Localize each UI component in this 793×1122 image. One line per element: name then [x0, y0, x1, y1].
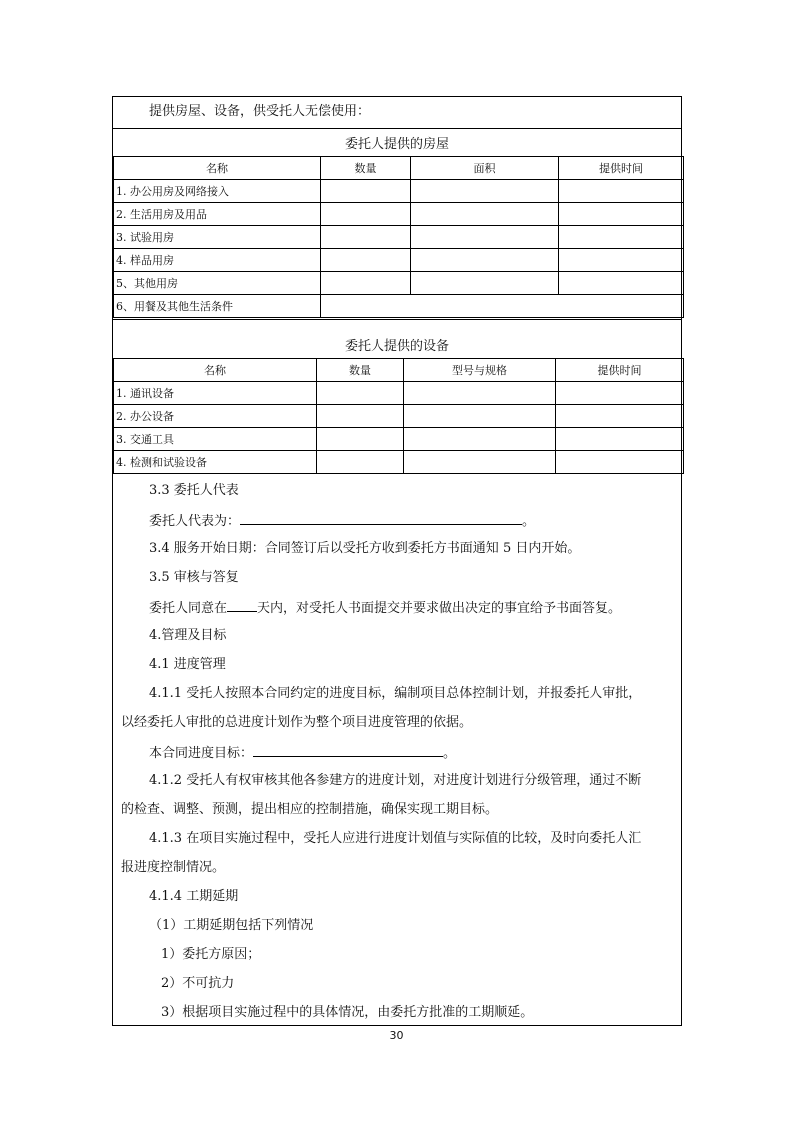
section-4-1-1-line-2: 以经委托人审批的总进度计划作为整个项目进度管理的依据。 — [121, 715, 473, 730]
empty-cell[interactable] — [404, 428, 556, 451]
section-3-3: 3.3 委托人代表 — [149, 483, 239, 498]
delay-case-2: 2）不可抗力 — [161, 976, 235, 991]
representative-end: 。 — [522, 514, 536, 529]
reply-days-field[interactable] — [227, 599, 257, 612]
table-row — [114, 272, 684, 295]
house-name-cell: 4. 样品用房 — [114, 249, 321, 272]
equipment-header-row — [114, 359, 684, 382]
house-name-cell: 2. 生活用房及用品 — [114, 203, 321, 226]
section-4-1-1-line-1: 4.1.1 受托人按照本合同约定的进度目标，编制项目总体控制计划，并报委托人审批， — [149, 686, 642, 701]
table-row — [114, 249, 684, 272]
equipment-header-name: 名称 — [114, 359, 317, 382]
equipment-name-cell: 2. 办公设备 — [114, 405, 317, 428]
section-4-1-3-line-1: 4.1.3 在项目实施过程中，受托人应进行进度计划值与实际值的比较，及时向委托人汇 — [149, 831, 642, 846]
section-4-1-2-line-2: 的检查、调整、预测，提出相应的控制措施，确保实现工期目标。 — [121, 802, 499, 817]
section-4-1-2-line-1: 4.1.2 受托人有权审核其他各参建方的进度计划，对进度计划进行分级管理，通过不断 — [149, 773, 642, 788]
houses-caption: 委托人提供的房屋 — [344, 137, 449, 152]
table-row — [114, 226, 684, 249]
representative-line — [149, 512, 535, 530]
empty-cell[interactable] — [556, 405, 684, 428]
empty-cell[interactable] — [411, 249, 559, 272]
empty-cell[interactable] — [556, 428, 684, 451]
delay-case-3: 3）根据项目实施过程中的具体情况，由委托方批准的工期顺延。 — [161, 1005, 534, 1020]
table-row — [114, 428, 684, 451]
empty-cell[interactable] — [404, 451, 556, 474]
equipment-header-model: 型号与规格 — [404, 359, 556, 382]
delay-cases-heading: （1）工期延期包括下列情况 — [149, 918, 314, 933]
delay-case-1: 1）委托方原因； — [161, 947, 261, 962]
empty-cell[interactable] — [411, 272, 559, 295]
divider — [113, 128, 681, 129]
house-name-cell: 3. 试验用房 — [114, 226, 321, 249]
empty-cell[interactable] — [317, 382, 404, 405]
empty-cell[interactable] — [317, 405, 404, 428]
representative-label: 委托人代表为： — [149, 514, 241, 529]
section-4: 4.管理及目标 — [149, 628, 227, 643]
table-row — [114, 295, 684, 318]
schedule-goal-field[interactable] — [253, 744, 443, 757]
section-3-4: 3.4 服务开始日期：合同签订后以受托方收到委托方书面通知 5 日内开始。 — [149, 541, 581, 556]
divider — [113, 319, 681, 320]
schedule-goal-end: 。 — [443, 746, 457, 761]
empty-cell[interactable] — [559, 180, 684, 203]
empty-cell[interactable] — [556, 382, 684, 405]
page-number: 30 — [389, 1029, 404, 1042]
houses-header-time: 提供时间 — [559, 157, 684, 180]
empty-cell[interactable] — [404, 405, 556, 428]
schedule-goal-line — [149, 744, 456, 762]
equipment-name-cell: 1. 通讯设备 — [114, 382, 317, 405]
section-3-5: 3.5 审核与答复 — [149, 570, 239, 585]
houses-table — [113, 156, 684, 318]
empty-cell[interactable] — [321, 226, 411, 249]
empty-cell[interactable] — [559, 226, 684, 249]
houses-header-quantity: 数量 — [321, 157, 411, 180]
reply-text-a: 委托人同意在 — [149, 601, 228, 616]
empty-cell[interactable] — [411, 180, 559, 203]
empty-cell[interactable] — [321, 203, 411, 226]
reply-text-b: 天内，对受托人书面提交并要求做出决定的事宜给予书面答复。 — [257, 601, 622, 616]
house-name-cell: 1. 办公用房及网络接入 — [114, 180, 321, 203]
empty-cell[interactable] — [559, 272, 684, 295]
empty-cell[interactable] — [411, 226, 559, 249]
equipment-table — [113, 358, 684, 474]
empty-cell[interactable] — [559, 203, 684, 226]
table-row — [114, 180, 684, 203]
equipment-caption: 委托人提供的设备 — [344, 339, 449, 354]
representative-field[interactable] — [240, 512, 522, 525]
empty-cell[interactable] — [556, 451, 684, 474]
equipment-header-time: 提供时间 — [556, 359, 684, 382]
table-row — [114, 382, 684, 405]
section-4-1: 4.1 进度管理 — [149, 657, 226, 672]
table-row — [114, 405, 684, 428]
equipment-name-cell: 3. 交通工具 — [114, 428, 317, 451]
section-4-1-3-line-2: 报进度控制情况。 — [121, 860, 226, 875]
empty-cell[interactable] — [411, 203, 559, 226]
equipment-header-quantity: 数量 — [317, 359, 404, 382]
equipment-name-cell: 4. 检测和试验设备 — [114, 451, 317, 474]
table-row — [114, 451, 684, 474]
schedule-goal-label: 本合同进度目标： — [149, 746, 254, 761]
houses-header-area: 面积 — [411, 157, 559, 180]
house-name-cell: 6、用餐及其他生活条件 — [114, 295, 321, 318]
empty-cell[interactable] — [404, 382, 556, 405]
houses-header-name: 名称 — [114, 157, 321, 180]
table-row — [114, 203, 684, 226]
intro-text: 提供房屋、设备，供受托人无偿使用： — [149, 104, 371, 119]
reply-days-line — [149, 599, 621, 617]
empty-cell[interactable] — [559, 249, 684, 272]
empty-cell[interactable] — [321, 249, 411, 272]
empty-cell[interactable] — [321, 295, 684, 318]
contract-page-frame — [112, 96, 682, 1026]
empty-cell[interactable] — [317, 451, 404, 474]
houses-header-row — [114, 157, 684, 180]
empty-cell[interactable] — [317, 428, 404, 451]
house-name-cell: 5、其他用房 — [114, 272, 321, 295]
empty-cell[interactable] — [321, 180, 411, 203]
empty-cell[interactable] — [321, 272, 411, 295]
section-4-1-4: 4.1.4 工期延期 — [149, 889, 239, 904]
